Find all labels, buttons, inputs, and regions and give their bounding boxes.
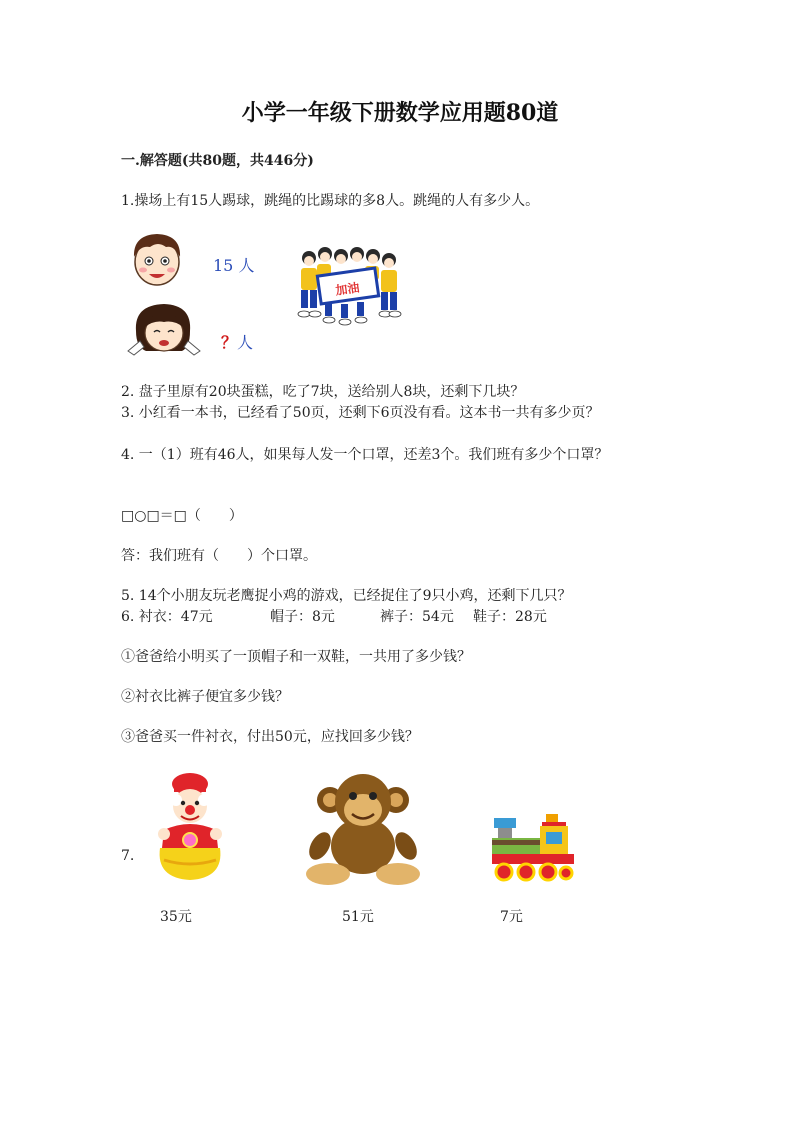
question-2-text: 2. 盘子里原有20块蛋糕，吃了7块，送给别人8块，还剩下几块？ [121, 384, 525, 400]
cheer-sign-text: 加油 [334, 280, 361, 298]
q6-sub-question-3: ③爸爸买一件衬衣，付出50元，应找回多少钱？ [121, 729, 419, 745]
question-3-text: 3. 小红看一本书，已经看了50页，还剩下6页没有看。这本书一共有多少页？ [121, 405, 600, 421]
q6-price-shoes: 鞋子：28元 [473, 609, 547, 625]
q6-sub-question-2: ②衬衣比裤子便宜多少钱？ [121, 689, 289, 705]
cheering-children-illustration [295, 244, 403, 332]
question-1-text: 1.操场上有15人踢球，跳绳的比踢球的多8人。跳绳的人有多少人。 [121, 193, 540, 209]
question-4-equation: □○□＝□（ ） [121, 508, 243, 524]
q1-count-label: 15 人 [213, 256, 255, 275]
section-heading: 一.解答题(共80题，共446分) [121, 153, 314, 169]
page-title: 小学一年级下册数学应用题80道 [241, 100, 559, 126]
q1-unknown-label [221, 330, 253, 353]
plush-monkey-toy [300, 766, 426, 888]
question-4-answer: 答：我们班有（ ）个口罩。 [121, 548, 317, 564]
girl-face-illustration [126, 301, 202, 357]
question-5-text: 5. 14个小朋友玩老鹰捉小鸡的游戏，已经捉住了9只小鸡，还剩下几只？ [121, 588, 572, 604]
q1-unknown-unit: 人 [237, 333, 254, 352]
q6-price-pants: 裤子：54元 [380, 609, 454, 625]
toy-price-monkey: 51元 [342, 909, 374, 925]
toy-price-clown: 35元 [160, 909, 192, 925]
question-4-text: 4. 一（1）班有46人，如果每人发一个口罩，还差3个。我们班有多少个口罩？ [121, 447, 609, 463]
toy-train [490, 810, 576, 886]
boy-face-illustration [128, 229, 186, 289]
q6-sub-question-1: ①爸爸给小明买了一顶帽子和一双鞋，一共用了多少钱？ [121, 649, 471, 665]
question-7-number: 7. [121, 848, 135, 864]
question-mark-glyph: ？ [221, 333, 238, 352]
toy-price-train: 7元 [500, 909, 523, 925]
q6-price-shirt: 6. 衬衣：47元 [121, 609, 213, 625]
roly-poly-clown-toy [154, 770, 226, 882]
q6-price-hat: 帽子：8元 [270, 609, 335, 625]
